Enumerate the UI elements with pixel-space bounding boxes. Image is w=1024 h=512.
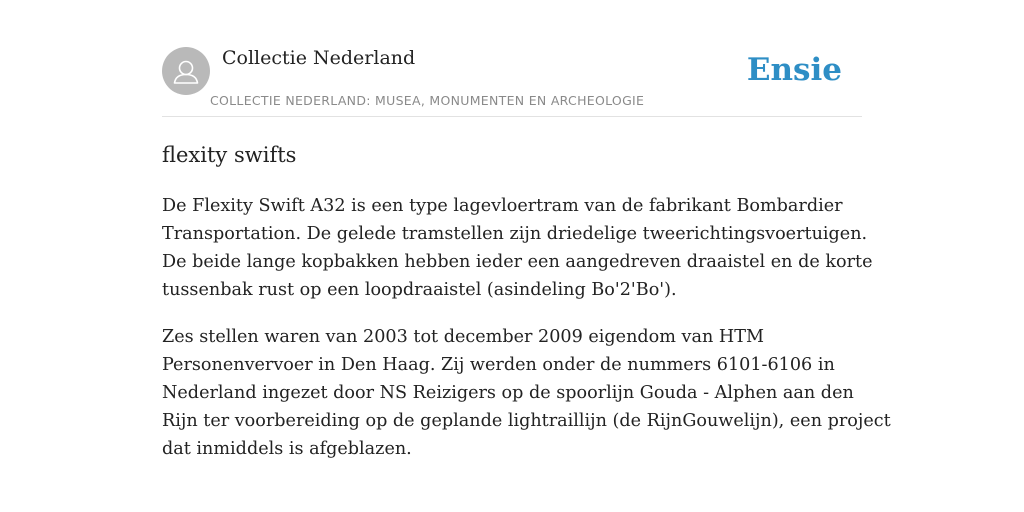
text-line: Rijn ter voorbereiding op de geplande lightraillijn (de RijnGouwelijn), een project — [162, 411, 891, 431]
author-name[interactable]: Collectie Nederland — [222, 47, 416, 69]
source-label[interactable]: COLLECTIE NEDERLAND: MUSEA, MONUMENTEN EN ARCHEOLOGIE — [210, 93, 645, 108]
text-line: dat inmiddels is afgeblazen. — [162, 439, 412, 459]
user-avatar-icon — [162, 47, 210, 95]
text-line: De beide lange kopbakken hebben ieder een aangedreven draaistel en de korte — [162, 252, 873, 272]
paragraph-2 — [162, 323, 891, 463]
text-line: tussenbak rust op een loopdraaistel (asindeling Bo'2'Bo'). — [162, 280, 677, 300]
text-line: Transportation. De gelede tramstellen zijn driedelige tweerichtingsvoertuigen. — [162, 224, 868, 244]
text-line: Personenvervoer in Den Haag. Zij werden onder de nummers 6101-6106 in — [162, 355, 835, 375]
text-line: Zes stellen waren van 2003 tot december 2009 eigendom van HTM — [162, 327, 764, 347]
article-title: flexity swifts — [162, 143, 297, 167]
brand-logo[interactable]: Ensie — [746, 52, 842, 88]
paragraph-1 — [162, 192, 873, 304]
author-avatar[interactable] — [162, 47, 210, 95]
text-line: De Flexity Swift A32 is een type lagevloertram van de fabrikant Bombardier — [162, 196, 843, 216]
article-body — [162, 192, 891, 482]
text-line: Nederland ingezet door NS Reizigers op de spoorlijn Gouda - Alphen aan den — [162, 383, 854, 403]
article-header — [162, 46, 862, 117]
